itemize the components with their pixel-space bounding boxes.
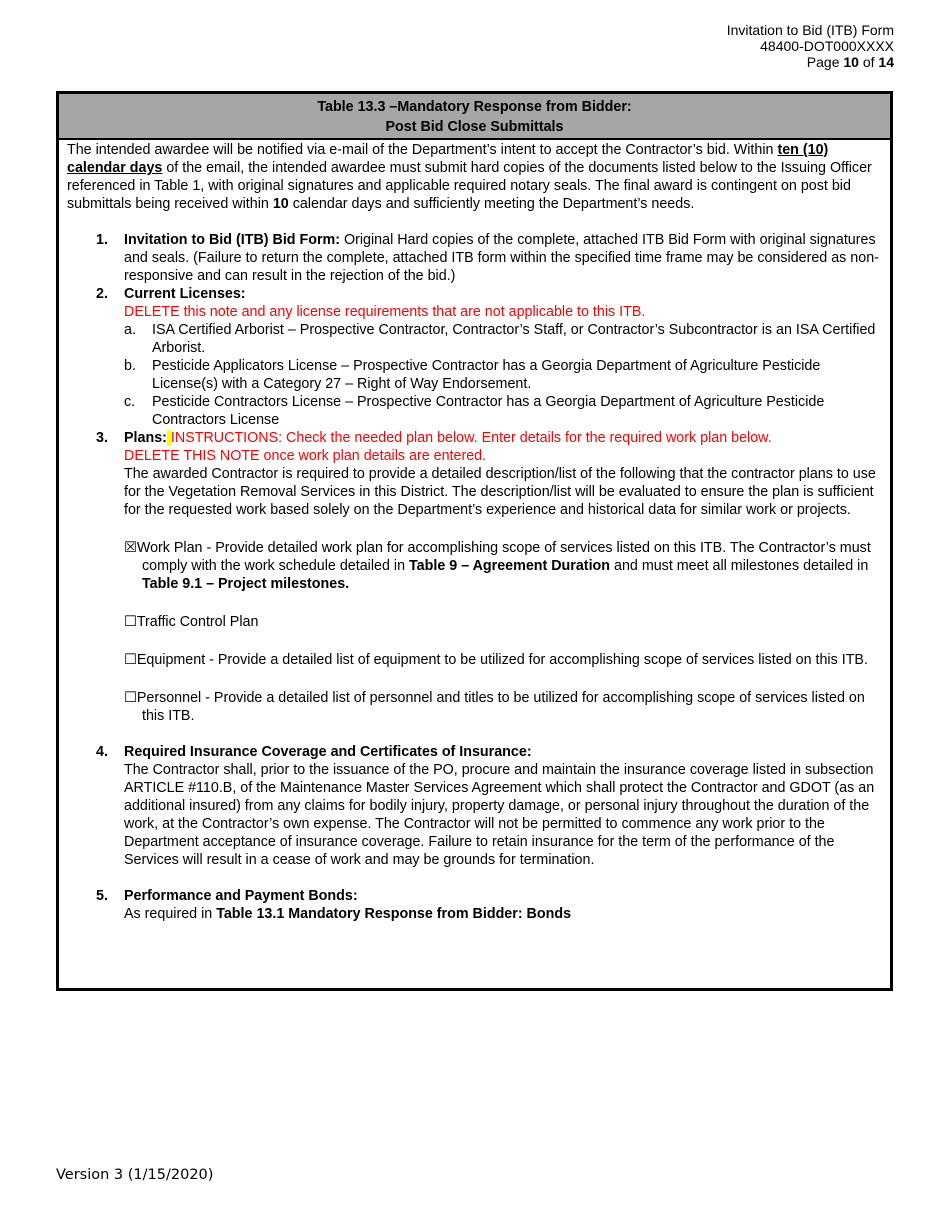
form-number: 48400-DOT000XXXX	[760, 38, 894, 54]
table-title-line2: Post Bid Close Submittals	[385, 119, 564, 135]
license-item: c. Pesticide Contractors License – Prospective Contractor has a Georgia Department of Agriculture Pesticide Contractors License	[124, 394, 825, 428]
list-item-bonds: 5. Performance and Payment Bonds: As required in Table 13.1 Mandatory Response from Bidder: Bonds	[67, 887, 884, 923]
item-title: Required Insurance Coverage and Certificates of Insurance:	[124, 744, 532, 760]
list-item-bid-form: 1. Invitation to Bid (ITB) Bid Form: Original Hard copies of the complete, attached ITB Bid Form with original signatures and seals. (Failure to return the complete, attached ITB form within the specified time frame may be considered as non-responsive and can result in the rejection of the bid.)	[96, 232, 879, 284]
personnel-option: ☐Personnel - Provide a detailed list of personnel and titles to be utilized for accomplishing scope of services listed on this ITB.	[124, 690, 865, 724]
work-plan-checkbox[interactable]: ☒	[124, 540, 137, 556]
table-title	[59, 94, 890, 140]
table-body	[59, 140, 890, 923]
item-title: Plans:	[124, 430, 167, 446]
personnel-checkbox[interactable]: ☐	[124, 690, 137, 706]
equipment-option: ☐Equipment - Provide a detailed list of equipment to be utilized for accomplishing scope of services listed on this ITB.	[124, 652, 868, 668]
equipment-checkbox[interactable]: ☐	[124, 652, 137, 668]
mandatory-response-table	[56, 91, 893, 991]
plans-instructions: INSTRUCTIONS: Check the needed plan below. Enter details for the required work plan below.	[170, 430, 772, 446]
license-item: a. ISA Certified Arborist – Prospective Contractor, Contractor’s Staff, or Contractor’s Subcontractor is an ISA Certified Arborist.	[124, 322, 876, 356]
plans-description: The awarded Contractor is required to provide a detailed description/list of the following that the contractor plans to use for the Vegetation Removal Services in this District. The description/list will be evaluated to ensure the plan is sufficient for the requested work based solely on the Department’s experience and historical data for similar work or projects.	[124, 466, 876, 518]
work-plan-option: ☒Work Plan - Provide detailed work plan for accomplishing scope of services listed on this ITB. The Contractor’s must comply with the work schedule detailed in Table 9 – Agreement Duration and must meet all milestones detailed in Table 9.1 – Project milestones.	[124, 540, 871, 592]
license-note: DELETE this note and any license requirements that are not applicable to this ITB.	[124, 304, 646, 320]
bonds-text: As required in Table 13.1 Mandatory Response from Bidder: Bonds	[124, 906, 572, 922]
item-title: Invitation to Bid (ITB) Bid Form:	[124, 232, 341, 248]
plans-delete-note: DELETE THIS NOTE once work plan details are entered.	[124, 448, 487, 464]
traffic-control-option: ☐Traffic Control Plan	[124, 614, 259, 630]
form-title: Invitation to Bid (ITB) Form	[726, 22, 894, 38]
submittal-list	[67, 231, 884, 923]
item-title: Performance and Payment Bonds:	[124, 888, 358, 904]
license-item: b. Pesticide Applicators License – Prospective Contractor has a Georgia Department of Agriculture Pesticide License(s) with a Category 27 – Right of Way Endorsement.	[124, 358, 821, 392]
table-title-line1: Table 13.3 –Mandatory Response from Bidder:	[317, 99, 632, 115]
version-footer: Version 3 (1/15/2020)	[56, 1167, 214, 1183]
item-title: Current Licenses:	[124, 286, 246, 302]
page-number: Page 10 of 14	[806, 54, 894, 70]
license-list	[124, 321, 884, 429]
traffic-control-checkbox[interactable]: ☐	[124, 614, 137, 630]
insurance-text: The Contractor shall, prior to the issuance of the PO, procure and maintain the insurance coverage listed in subsection ARTICLE #110.B, of the Maintenance Master Services Agreement which shall protect the Contractor and GDOT (as an additional insured) from any claims for bodily injury, property damage, or personal injury throughout the duration of the work, at the Contractor’s own expense. The Contractor will not be permitted to commence any work prior to the Department acceptance of insurance coverage. Failure to retain insurance for the term of the performance of the Services will result in a cease of work and may be grounds for termination.	[124, 762, 875, 868]
intro-paragraph: The intended awardee will be notified via e-mail of the Department’s intent to accept the Contractor’s bid. Within ten (10) calendar days of the email, the intended awardee must submit hard copies of the documents listed below to the Issuing Officer referenced in Table 1, with original signatures and applicable required notary seals. The final award is contingent on post bid submittals being received within 10 calendar days and sufficiently meeting the Department’s needs.	[67, 142, 872, 212]
list-item-plans: 3. Plans: INSTRUCTIONS: Check the needed plan below. Enter details for the required work plan below. DELETE THIS NOTE once work plan details are entered. The awarded Contractor is required to provide a detailed description/list of the following that the contractor plans to use for the Vegetation Removal Services in this District. The description/list will be evaluated to ensure the plan is sufficient for the requested work based solely on the Department’s experience and historical data for similar work or projects. ☒Work Plan - Provide detailed work plan for accomplishing scope of services listed on this ITB. The Contractor’s must comply with the work schedule detailed in Table 9 – Agreement Duration and must meet all milestones detailed in Table 9.1 – Project milestones. ☐Traffic Control Plan ☐Equipment - Provide a detailed list of equipment to be utilized for accomplishing scope of services listed on this ITB. ☐Personnel - Provide a detailed list of personnel and titles to be utilized for accomplishing scope of services listed on this ITB.	[67, 429, 884, 743]
page-header	[727, 22, 894, 70]
list-item-licenses: 2. Current Licenses: DELETE this note and any license requirements that are not applicable to this ITB. a. ISA Certified Arborist – Prospective Contractor, Contractor’s Staff, or Contractor’s Subcontractor is an ISA Certified Arborist. b. Pesticide Applicators License – Prospective Contractor has a Georgia Department of Agriculture Pesticide License(s) with a Category 27 – Right of Way Endorsement. c. Pesticide Contractors License – Prospective Contractor has a Georgia Department of Agriculture Pesticide Contractors License	[67, 285, 884, 429]
list-item-insurance: 4. Required Insurance Coverage and Certificates of Insurance: The Contractor shall, prior to the issuance of the PO, procure and maintain the insurance coverage listed in subsection ARTICLE #110.B, of the Maintenance Master Services Agreement which shall protect the Contractor and GDOT (as an additional insured) from any claims for bodily injury, property damage, or personal injury throughout the duration of the work, at the Contractor’s own expense. The Contractor will not be permitted to commence any work prior to the Department acceptance of insurance coverage. Failure to retain insurance for the term of the performance of the Services will result in a cease of work and may be grounds for termination.	[67, 743, 884, 887]
